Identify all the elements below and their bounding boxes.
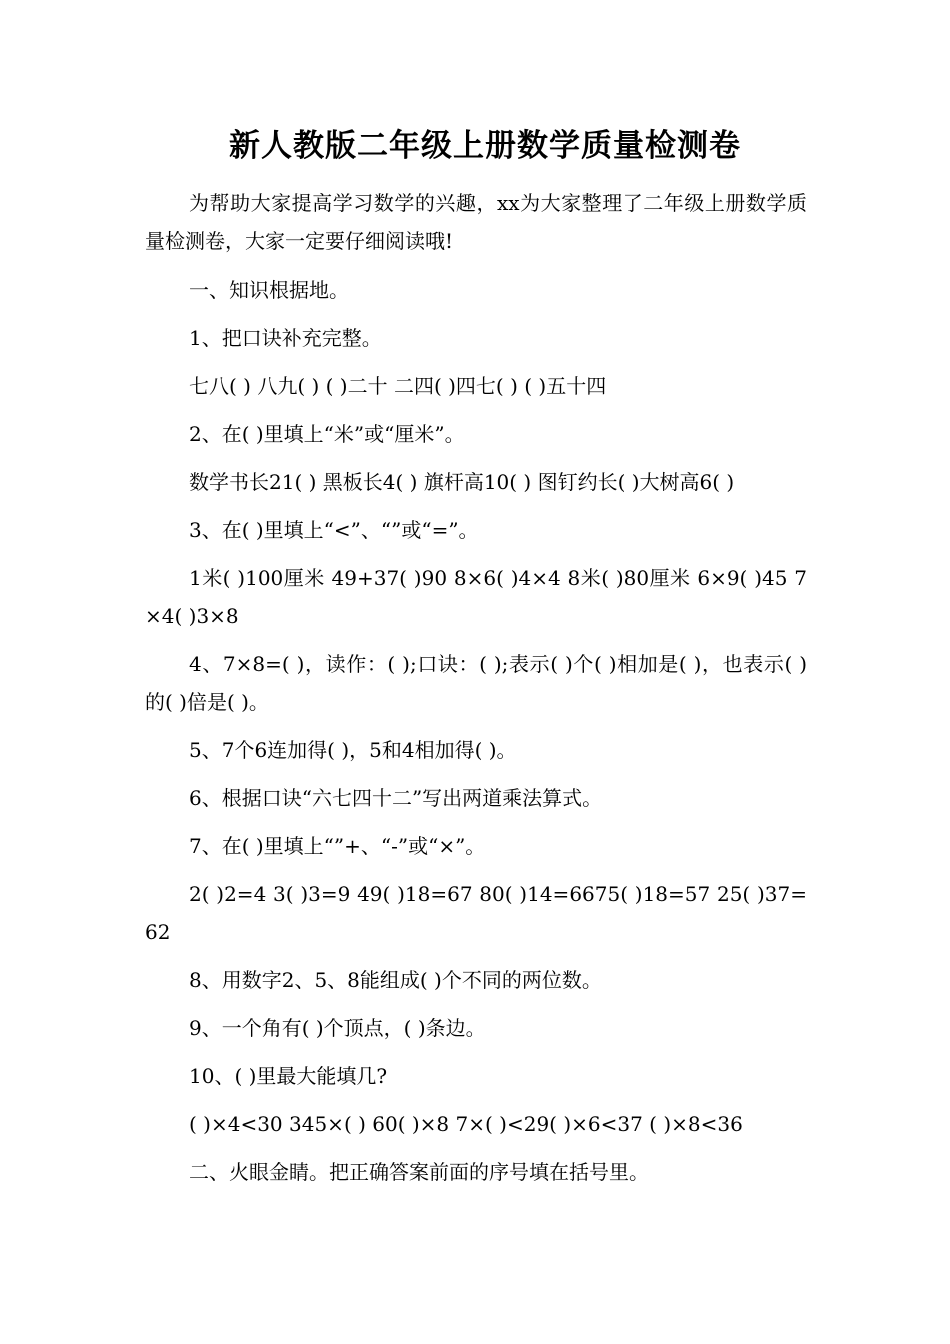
document-body <box>145 184 807 1191</box>
question-3: 3、在( )里填上“<”、“”或“=”。 <box>189 518 479 542</box>
document-title: 新人教版二年级上册数学质量检测卷 <box>229 128 741 164</box>
question-3-items: 1米( )100厘米 49+37( )90 8×6( )4×4 8米( )80厘米 6×9( )45 7×4( )3×8 <box>145 566 807 628</box>
question-1: 1、把口诀补充完整。 <box>189 326 382 350</box>
section-heading-1: 一、知识根据地。 <box>189 278 349 302</box>
question-9: 9、一个角有( )个顶点，( )条边。 <box>189 1016 486 1040</box>
question-10: 10、( )里最大能填几? <box>189 1064 388 1088</box>
question-7: 7、在( )里填上“”+、“-”或“×”。 <box>189 834 486 858</box>
section-heading-2: 二、火眼金睛。把正确答案前面的序号填在括号里。 <box>189 1160 649 1184</box>
question-8: 8、用数字2、5、8能组成( )个不同的两位数。 <box>189 968 602 992</box>
question-2-items: 数学书长21( ) 黑板长4( ) 旗杆高10( ) 图钉约长( )大树高6( ) <box>189 470 735 494</box>
question-7-items: 2( )2=4 3( )3=9 49( )18=67 80( )14=6675( )18=57 25( )37=62 <box>145 882 807 944</box>
question-5: 5、7个6连加得( )，5和4相加得( )。 <box>189 738 517 762</box>
question-1-items: 七八( ) 八九( ) ( )二十 二四( )四七( ) ( )五十四 <box>189 374 607 398</box>
question-2: 2、在( )里填上“米”或“厘米”。 <box>189 422 465 446</box>
question-10-items: ( )×4<30 345×( ) 60( )×8 7×( )<29( )×6<37 ( )×8<36 <box>189 1112 743 1136</box>
question-6: 6、根据口诀“六七四十二”写出两道乘法算式。 <box>189 786 603 810</box>
intro-paragraph: 为帮助大家提高学习数学的兴趣，xx为大家整理了二年级上册数学质量检测卷，大家一定要仔细阅读哦! <box>145 191 807 253</box>
question-4: 4、7×8=( )，读作：( );口诀：( );表示( )个( )相加是( )，也表示( )的( )倍是( )。 <box>145 652 807 714</box>
